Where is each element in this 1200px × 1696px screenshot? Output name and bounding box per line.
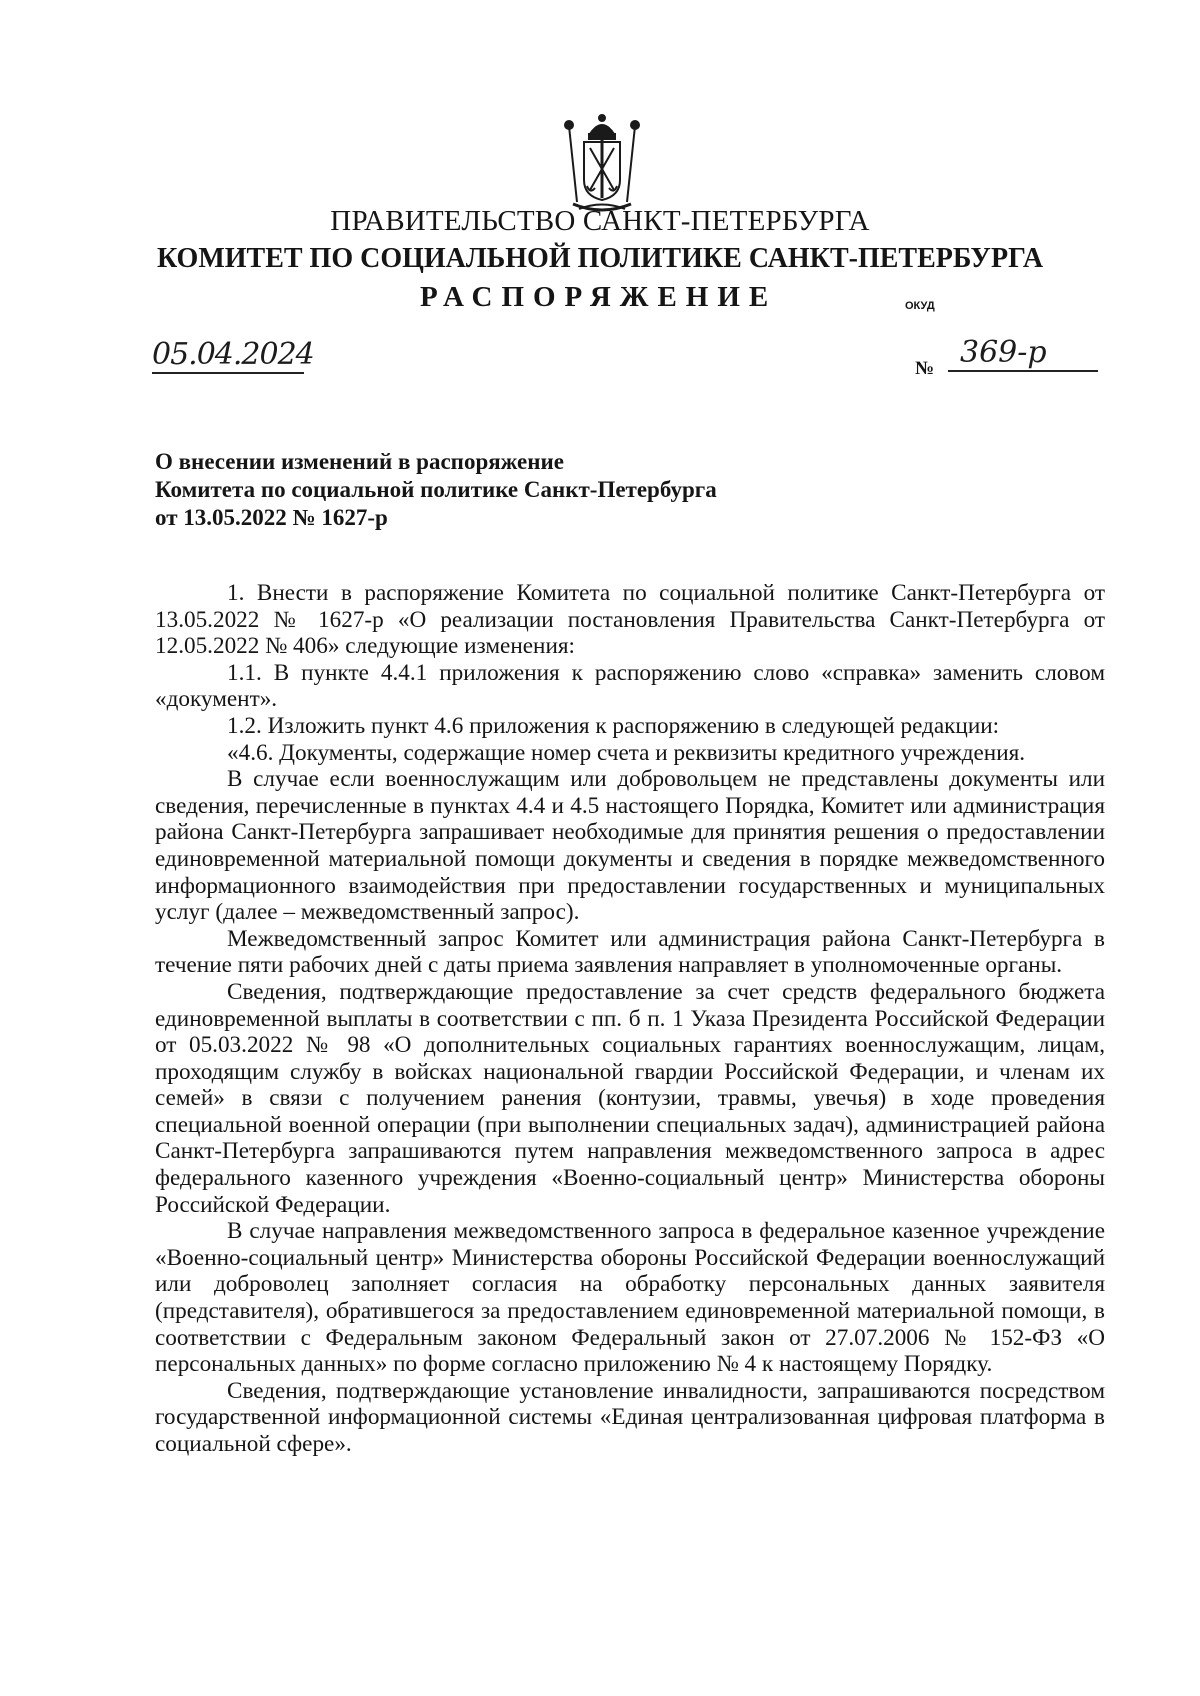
st-petersburg-coat-of-arms-icon: [557, 112, 647, 216]
subject-line: от 13.05.2022 № 1627-р: [155, 505, 388, 530]
document-type-title: РАСПОРЯЖЕНИЕ: [420, 281, 778, 313]
body-paragraph: Межведомственный запрос Комитет или администрация района Санкт-Петербурга в течение пяти рабочих дней с даты приема заявления направляет в уполномоченные органы.: [155, 925, 1105, 979]
body-paragraph: В случае если военнослужащим или добровольцем не представлены документы или сведения, перечисленные в пунктах 4.4 и 4.5 настоящего Порядка, Комитет или администрация района Санкт-Петербурга запрашивает необходимые для принятия решения о предоставлении единовременной материальной помощи документы и сведения в порядке межведомственного информационного взаимодействия при предоставлении государственных и муниципальных услуг (далее – межведомственный запрос).: [155, 766, 1105, 926]
government-title: ПРАВИТЕЛЬСТВО САНКТ-ПЕТЕРБУРГА: [330, 205, 870, 237]
document-number: 369-р: [948, 338, 1098, 372]
subject-line: О внесении изменений в распоряжение: [155, 449, 564, 474]
committee-title: КОМИТЕТ ПО СОЦИАЛЬНОЙ ПОЛИТИКЕ САНКТ-ПЕТЕРБУРГА: [156, 243, 1044, 274]
body-paragraph: Сведения, подтверждающие установление инвалидности, запрашиваются посредством государственной информационной системы «Единая централизованная цифровая платформа в социальной сфере».: [155, 1377, 1105, 1457]
okud-label: ОКУД: [905, 300, 935, 312]
body-paragraph: Сведения, подтверждающие предоставление за счет средств федерального бюджета единовременной выплаты в соответствии с пп. б п. 1 Указа Президента Российской Федерации от 05.03.2022 № 98 «О дополнительных социальных гарантиях военнослужащим, лицам, проходящим службу в войсках национальной гвардии Российской Федерации, и членам их семей» в связи с получением ранения (контузии, травмы, увечья) в ходе проведения специальной военной операции (при выполнении специальных задач), администрацией района Санкт-Петербурга запрашиваются путем направления межведомственного запроса в адрес федерального казенного учреждения «Военно-социальный центр» Министерства обороны Российской Федерации.: [155, 978, 1105, 1218]
document-date: 05.04.2024: [152, 337, 314, 372]
body-paragraph: «4.6. Документы, содержащие номер счета и реквизиты кредитного учреждения.: [227, 739, 1026, 766]
body-paragraph: В случае направления межведомственного запроса в федеральное казенное учреждение «Военно-социальный центр» Министерства обороны Российской Федерации военнослужащий или доброволец заполняет согласия на обработку персональных данных заявителя (представителя), обратившегося за предоставлением единовременной материальной помощи, в соответствии с Федеральным законом Федеральный закон от 27.07.2006 № 152-ФЗ «О персональных данных» по форме согласно приложению № 4 к настоящему Порядку.: [155, 1218, 1105, 1378]
body-paragraph: 1.2. Изложить пункт 4.6 приложения к распоряжению в следующей редакции:: [227, 712, 1000, 739]
subject-line: Комитета по социальной политике Санкт-Петербурга: [155, 477, 717, 502]
document-body: [155, 580, 1105, 1458]
body-paragraph: 1.1. В пункте 4.4.1 приложения к распоряжению слово «справка» заменить словом «документ».: [155, 659, 1105, 713]
body-paragraph: 1. Внести в распоряжение Комитета по социальной политике Санкт-Петербурга от 13.05.2022 № 1627-р «О реализации постановления Правительства Санкт-Петербурга от 12.05.2022 № 406» следующие изменения:: [155, 580, 1105, 660]
document-number-label: №: [915, 358, 935, 379]
document-subject: [155, 448, 855, 532]
